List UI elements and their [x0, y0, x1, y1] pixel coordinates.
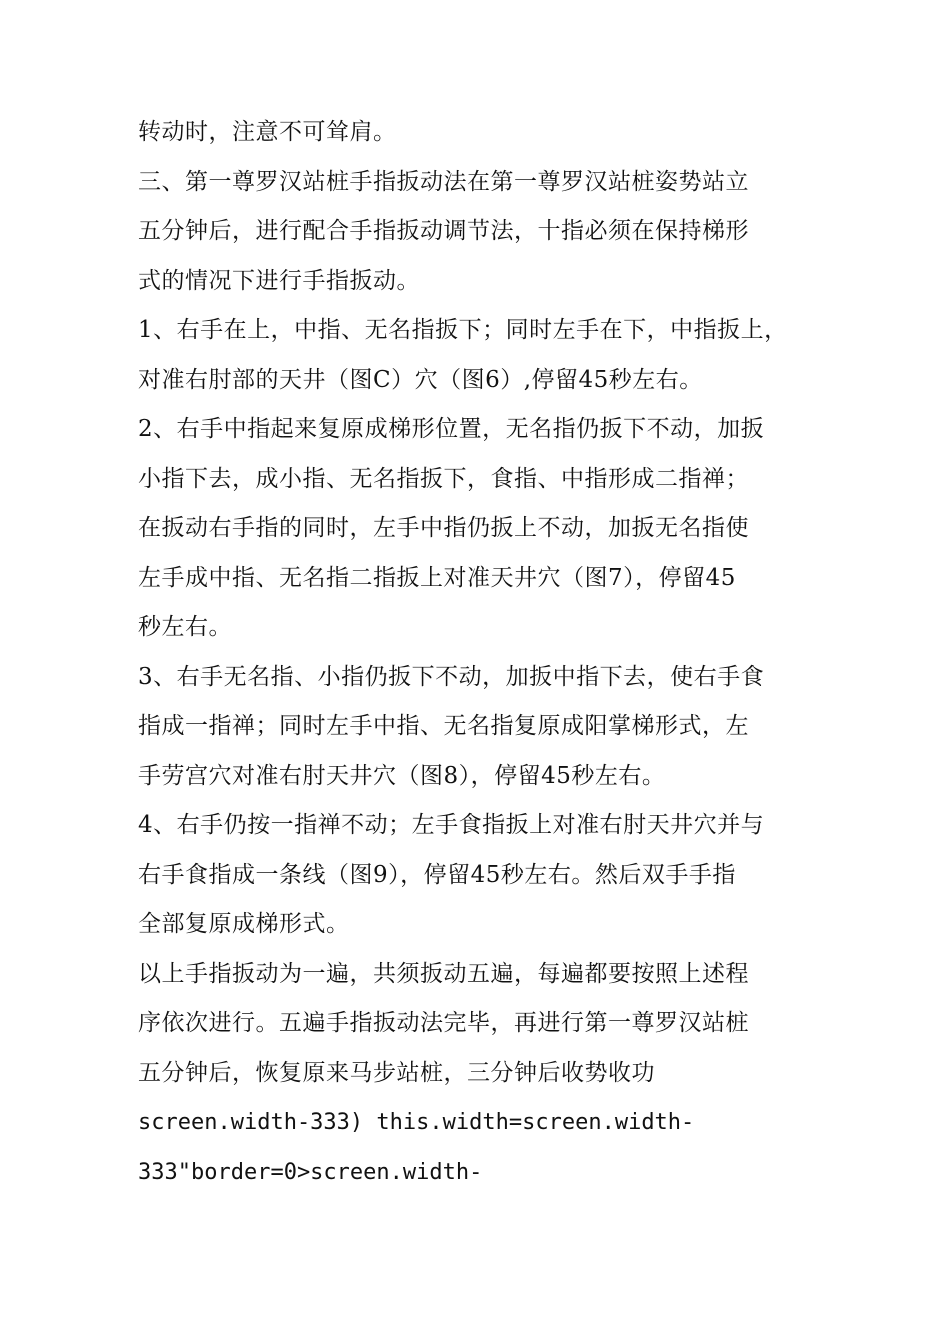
text-line: 全部复原成梯形式。: [138, 911, 350, 937]
text-line: 1、右手在上，中指、无名指扳下；同时左手在下，中指扳上，: [138, 317, 788, 343]
code-text-line: screen.width-333) this.width=screen.width-: [138, 1110, 695, 1135]
text-line: 对准右肘部的天井（图C）穴（图6）,停留45秒左右。: [138, 366, 703, 393]
code-text-line: 333"border=0>screen.width-: [138, 1159, 483, 1185]
text-line: 2、右手中指起来复原成梯形位置，无名指仍扳下不动，加扳: [138, 416, 765, 442]
text-line: 在扳动右手指的同时，左手中指仍扳上不动，加扳无名指使: [138, 515, 749, 541]
text-line: 指成一指禅；同时左手中指、无名指复原成阳掌梯形式，左: [138, 713, 749, 739]
text-line: 秒左右。: [138, 614, 232, 640]
text-line: 4、右手仍按一指禅不动；左手食指扳上对准右肘天井穴并与: [138, 812, 765, 838]
text-line: 小指下去，成小指、无名指扳下，食指、中指形成二指禅；: [138, 465, 749, 492]
text-line: 五分钟后，进行配合手指扳动调节法，十指必须在保持梯形: [138, 218, 749, 244]
text-line: 五分钟后，恢复原来马步站桩，三分钟后收势收功: [138, 1059, 655, 1086]
text-line: 三、第一尊罗汉站桩手指扳动法在第一尊罗汉站桩姿势站立: [138, 168, 749, 195]
document-body: [138, 108, 838, 1197]
text-line: 以上手指扳动为一遍，共须扳动五遍，每遍都要按照上述程: [138, 960, 749, 987]
text-line: 序依次进行。五遍手指扳动法完毕，再进行第一尊罗汉站桩: [138, 1010, 749, 1036]
text-line: 手劳宫穴对准右肘天井穴（图8），停留45秒左右。: [138, 762, 666, 789]
text-line: 左手成中指、无名指二指扳上对准天井穴（图7），停留45: [138, 564, 736, 591]
text-line: 式的情况下进行手指扳动。: [138, 267, 420, 294]
text-line: 右手食指成一条线（图9），停留45秒左右。然后双手手指: [138, 861, 736, 888]
text-line: 转动时，注意不可耸肩。: [138, 119, 397, 145]
text-line: 3、右手无名指、小指仍扳下不动，加扳中指下去，使右手食: [138, 663, 765, 690]
